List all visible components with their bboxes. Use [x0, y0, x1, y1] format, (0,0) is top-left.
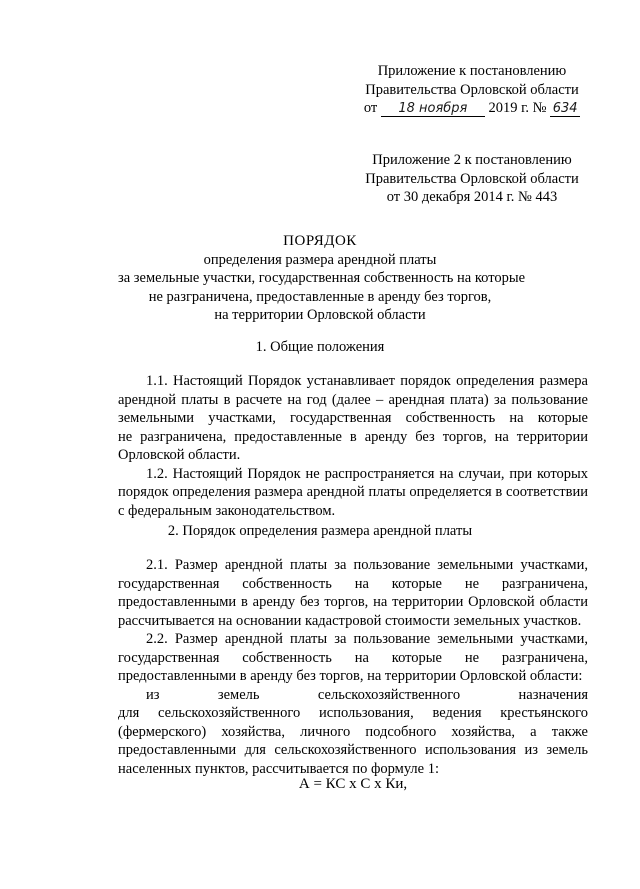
formula-1 [118, 776, 588, 793]
s1-p1-line3: земельными участками, государственная собственность на которые [118, 410, 588, 426]
s2-p2-line2: государственная собственность на которые не разграничена, [118, 649, 588, 666]
appendix-header-date-line [352, 99, 592, 118]
s2-p1-line1: 2.1. Размер арендной платы за пользование земельными участками, [146, 557, 588, 573]
section1-body [118, 372, 588, 520]
s2-p3-line2: для сельскохозяйственного использования, ведения крестьянского [118, 705, 588, 721]
s2-p1-line3: предоставленными в аренду без торгов, на территории Орловской области [118, 594, 588, 610]
date-prefix: от [363, 100, 378, 116]
appendix-header-line2: Правительства Орловской области [365, 81, 579, 98]
s1-p2-line2: порядок определения размера арендной платы определяется в соответствии [118, 484, 588, 500]
s2-p1-line4: рассчитывается на основании кадастровой стоимости земельных участков. [118, 612, 582, 629]
title-sub3: не разграничена, предоставленные в аренду без торгов, [148, 288, 492, 305]
handwritten-date: 18 ноября [381, 102, 485, 117]
s2-p2-line3: предоставленными в аренду без торгов, на территории Орловской области: [118, 668, 583, 684]
s1-p1-line4: не разграничена, предоставленные в аренду без торгов, на территории [118, 428, 588, 445]
appendix2-header-line3: от 30 декабря 2014 г. № 443 [386, 189, 558, 205]
s2-p3-line5: населенных пунктов, рассчитывается по формуле 1: [118, 760, 440, 777]
appendix2-header-line1: Приложение 2 к постановлению [372, 152, 572, 168]
document-title [118, 232, 526, 325]
title-sub1: определения размера арендной платы [203, 251, 437, 268]
s2-p1-line2: государственная собственность на которые не разграничена, [118, 575, 588, 592]
section2-body [118, 556, 588, 778]
appendix2-header-line2: Правительства Орловской области [365, 170, 579, 187]
s1-p2-line1: 1.2. Настоящий Порядок не распространяется на случаи, при которых [146, 465, 588, 482]
title-main: ПОРЯДОК [283, 233, 357, 249]
title-sub4: на территории Орловской области [214, 307, 426, 323]
section1-heading-text: 1. Общие положения [255, 339, 385, 355]
section2-heading [118, 522, 522, 541]
s1-p1-line1: 1.1. Настоящий Порядок устанавливает порядок определения размера [146, 373, 588, 389]
formula-text: А = КС х С х Ки, [298, 776, 408, 792]
s1-p1-line5: Орловской области. [118, 447, 241, 463]
section2-heading-text: 2. Порядок определения размера арендной платы [167, 523, 473, 539]
appendix-header [352, 62, 592, 118]
appendix2-header [352, 151, 592, 207]
s1-p2-line3: с федеральным законодательством. [118, 502, 336, 519]
title-sub2: за земельные участки, государственная собственность на которые [118, 270, 526, 286]
handwritten-number: 634 [550, 102, 580, 117]
s2-p2-line1: 2.2. Размер арендной платы за пользование земельными участками, [146, 631, 588, 647]
s2-p3-line1: из земель сельскохозяйственного назначения [146, 686, 588, 703]
appendix-header-line1: Приложение к постановлению [377, 63, 567, 79]
s2-p3-line4: предоставленными для сельскохозяйственного использования из земель [118, 742, 588, 758]
section1-heading [118, 338, 522, 357]
year-text: 2019 г. № [488, 100, 547, 116]
s1-p1-line2: арендной платы в расчете на год (далее – арендная плата) за пользование [118, 391, 588, 408]
s2-p3-line3: (фермерского) хозяйства, личного подсобного хозяйства, а также [118, 723, 588, 740]
